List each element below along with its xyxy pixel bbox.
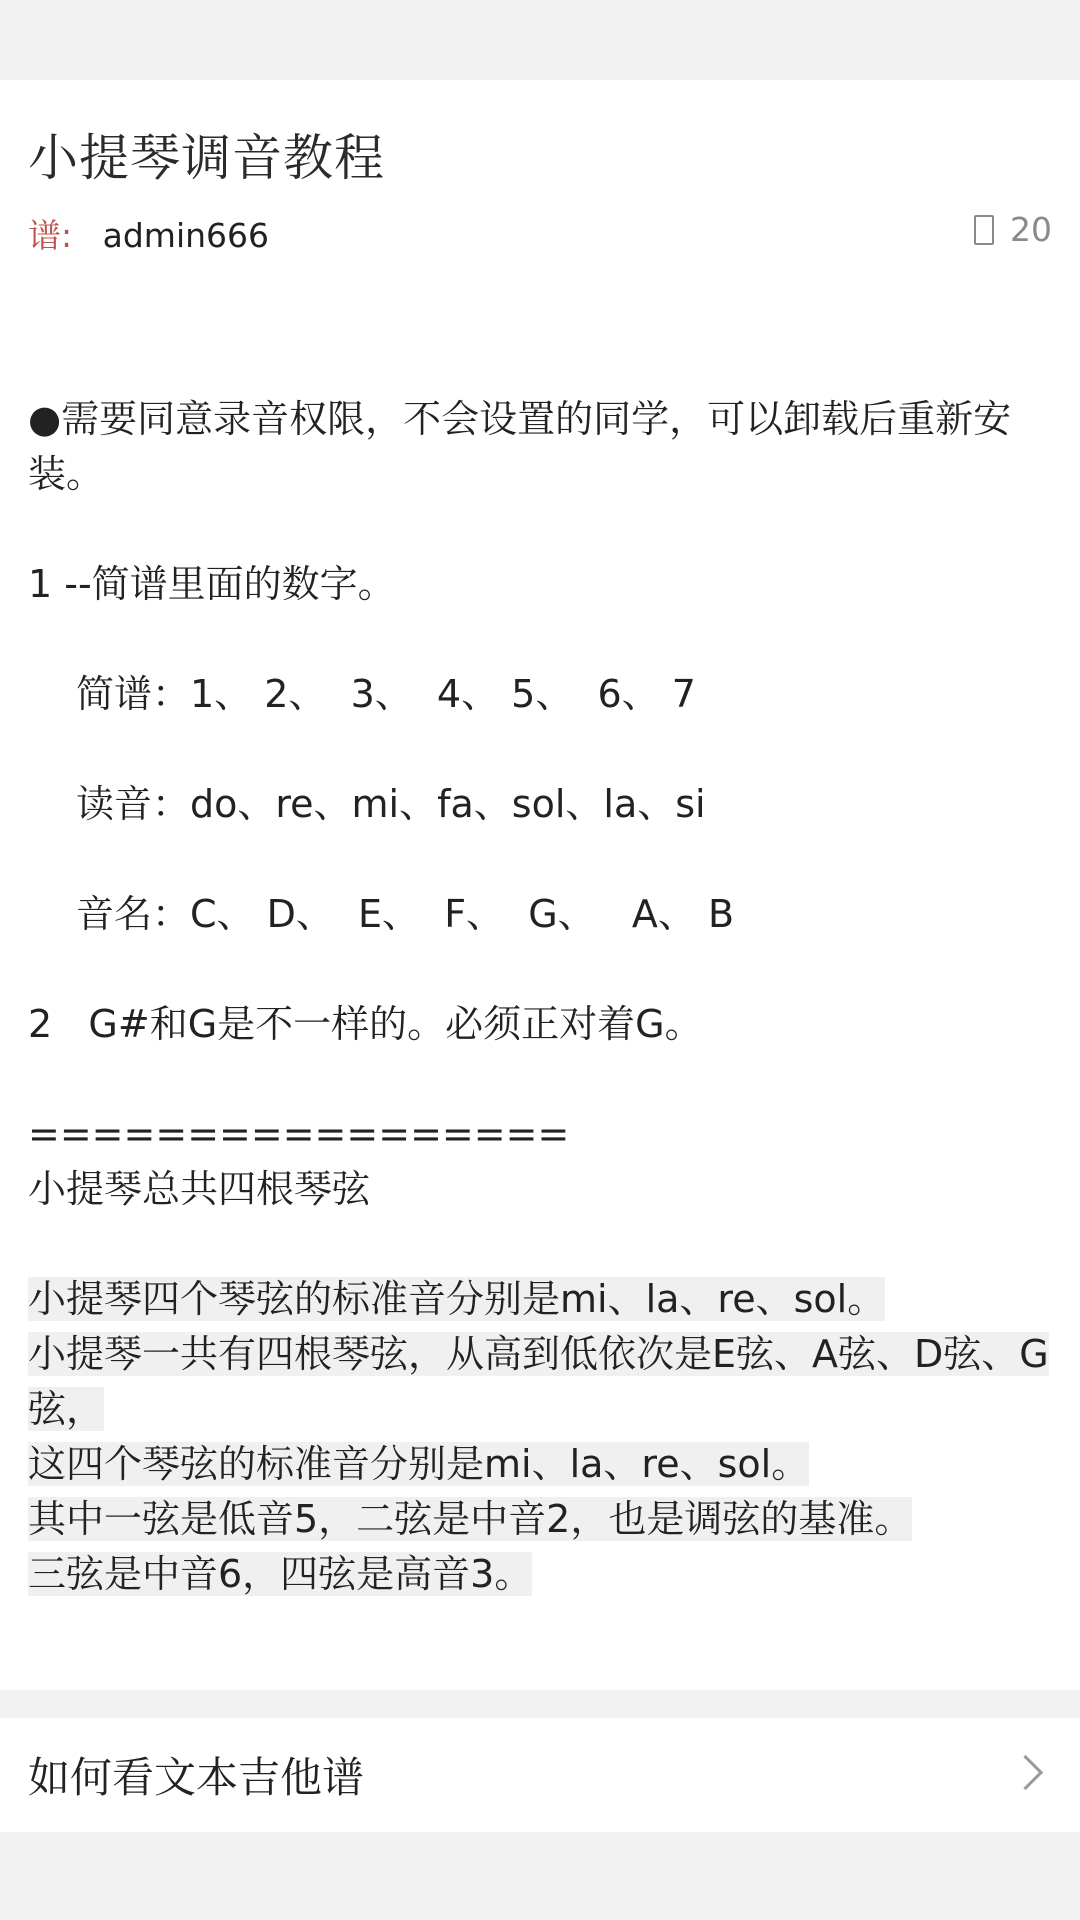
view-count	[974, 210, 1052, 249]
author-label: 谱:	[28, 216, 73, 255]
highlight-line: 这四个琴弦的标准音分别是mi、la、re、sol。	[28, 1442, 810, 1486]
article-content	[28, 392, 1058, 1602]
top-bar	[0, 0, 1080, 80]
author-name[interactable]: admin666	[102, 216, 270, 255]
highlighted-text	[28, 1437, 1058, 1492]
highlighted-text	[28, 1492, 1058, 1547]
chevron-right-icon[interactable]	[1008, 1755, 1043, 1790]
highlight-line: 小提琴四个琴弦的标准音分别是mi、la、re、sol。	[28, 1277, 886, 1321]
highlight-line: 其中一弦是低音5，二弦是中音2，也是调弦的基准。	[28, 1497, 913, 1541]
paragraph: ●需要同意录音权限，不会设置的同学，可以卸载后重新安装。	[28, 397, 1012, 496]
paragraph: 读音：do、re、mi、fa、sol、la、si	[76, 782, 706, 826]
paragraph: 1 --简谱里面的数字。	[28, 562, 396, 606]
highlighted-text	[28, 1547, 1058, 1602]
highlight-line: 三弦是中音6，四弦是高音3。	[28, 1552, 533, 1596]
next-article-link[interactable]	[0, 1718, 1080, 1832]
highlighted-text	[28, 1327, 1058, 1437]
highlighted-text	[28, 1272, 1058, 1327]
highlight-line: 小提琴一共有四根琴弦，从高到低依次是E弦、A弦、D弦、G弦，	[28, 1332, 1049, 1431]
bookmark-icon	[974, 215, 994, 245]
view-count-value: 20	[1010, 210, 1052, 249]
paragraph: 2 G#和G是不一样的。必须正对着G。	[28, 1002, 703, 1046]
paragraph: 音名：C、 D、 E、 F、 G、 A、 B	[76, 892, 735, 936]
paragraph: 简谱：1、 2、 3、 4、 5、 6、 7	[76, 672, 696, 716]
article-meta	[28, 210, 1052, 260]
divider-text: =================	[28, 1112, 570, 1156]
article-title: 小提琴调音教程	[28, 129, 385, 187]
article-card	[0, 80, 1080, 1690]
next-article-label[interactable]: 如何看文本吉他谱	[28, 1753, 365, 1802]
paragraph: 小提琴总共四根琴弦	[28, 1167, 371, 1211]
